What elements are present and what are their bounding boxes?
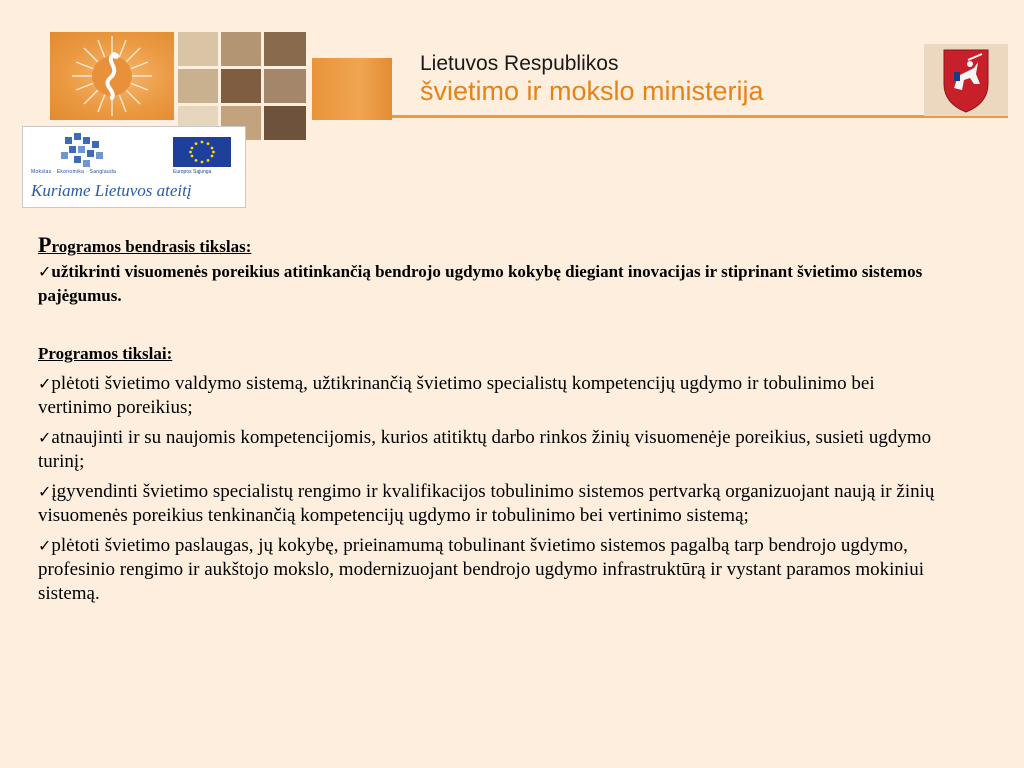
- goal-heading-rest: rogramos bendrasis tikslas:: [51, 237, 252, 256]
- eu-structural-funds-logo: [22, 126, 246, 208]
- check-icon: ✓: [38, 262, 52, 282]
- lithuanian-vytis-coat-of-arms-icon: [924, 44, 1008, 116]
- objective-item: [38, 534, 938, 606]
- header-divider: [392, 115, 1008, 118]
- eu-union-text: Europos Sąjunga: [173, 169, 212, 175]
- eu-flag-icon: [173, 137, 231, 167]
- header-banner: [50, 32, 392, 122]
- banner-orange-tile: [312, 58, 392, 120]
- objective-text: plėtoti švietimo valdymo sistemą, užtikrinančią švietimo specialistų kompetencijų ugdymo ir tobulinimo bei vertinimo poreikius;: [38, 373, 875, 419]
- eu-slogan: Kuriame Lietuvos ateitį: [31, 181, 192, 200]
- check-icon: ✓: [38, 428, 52, 448]
- ministry-flame-logo-icon: [50, 32, 174, 120]
- general-goal: [38, 260, 938, 308]
- general-goal-heading: [38, 232, 938, 258]
- check-icon: ✓: [38, 536, 52, 556]
- objective-item: [38, 426, 938, 474]
- check-icon: ✓: [38, 374, 52, 394]
- objective-item: [38, 480, 938, 528]
- program-blocks-icon: [59, 133, 109, 169]
- objective-item: [38, 372, 938, 420]
- eu-program-text: Mokslas · Ekonomika · Sanglauda: [31, 169, 117, 175]
- ministry-title-line2: švietimo ir mokslo ministerija: [420, 76, 764, 106]
- objective-text: plėtoti švietimo paslaugas, jų kokybę, prieinamumą tobulinant švietimo sistemos pagalbą tarp bendrojo ugdymo, profesinio rengimo ir aukštojo mokslo, modernizuojant bendrojo ugdymo infrastruktūrą ir vystant paramos mokiniui sistemą.: [38, 535, 924, 605]
- objectives-heading: Programos tikslai:: [38, 344, 173, 364]
- main-content: [38, 232, 938, 606]
- objective-text: įgyvendinti švietimo specialistų rengimo ir kvalifikacijos tobulinimo sistemos pertvarką organizuojant naują ir žinių visuomenės poreikius tenkinančią kompetencijų ugdymo ir tobulinimo bei vertinimo sistemą;: [38, 481, 935, 527]
- objective-text: atnaujinti ir su naujomis kompetencijomis, kurios atitiktų darbo rinkos žinių visuomenėje poreikius, susieti ugdymo turinį;: [38, 427, 932, 473]
- check-icon: ✓: [38, 482, 52, 502]
- general-goal-text: užtikrinti visuomenės poreikius atitinkančią bendrojo ugdymo kokybę diegiant inovacijas ir stiprinant švietimo sistemos pajėgumus.: [38, 262, 923, 306]
- ministry-title-line1: Lietuvos Respublikos: [420, 52, 619, 75]
- photo-mosaic: [178, 32, 306, 140]
- goal-heading-initial: P: [38, 232, 52, 257]
